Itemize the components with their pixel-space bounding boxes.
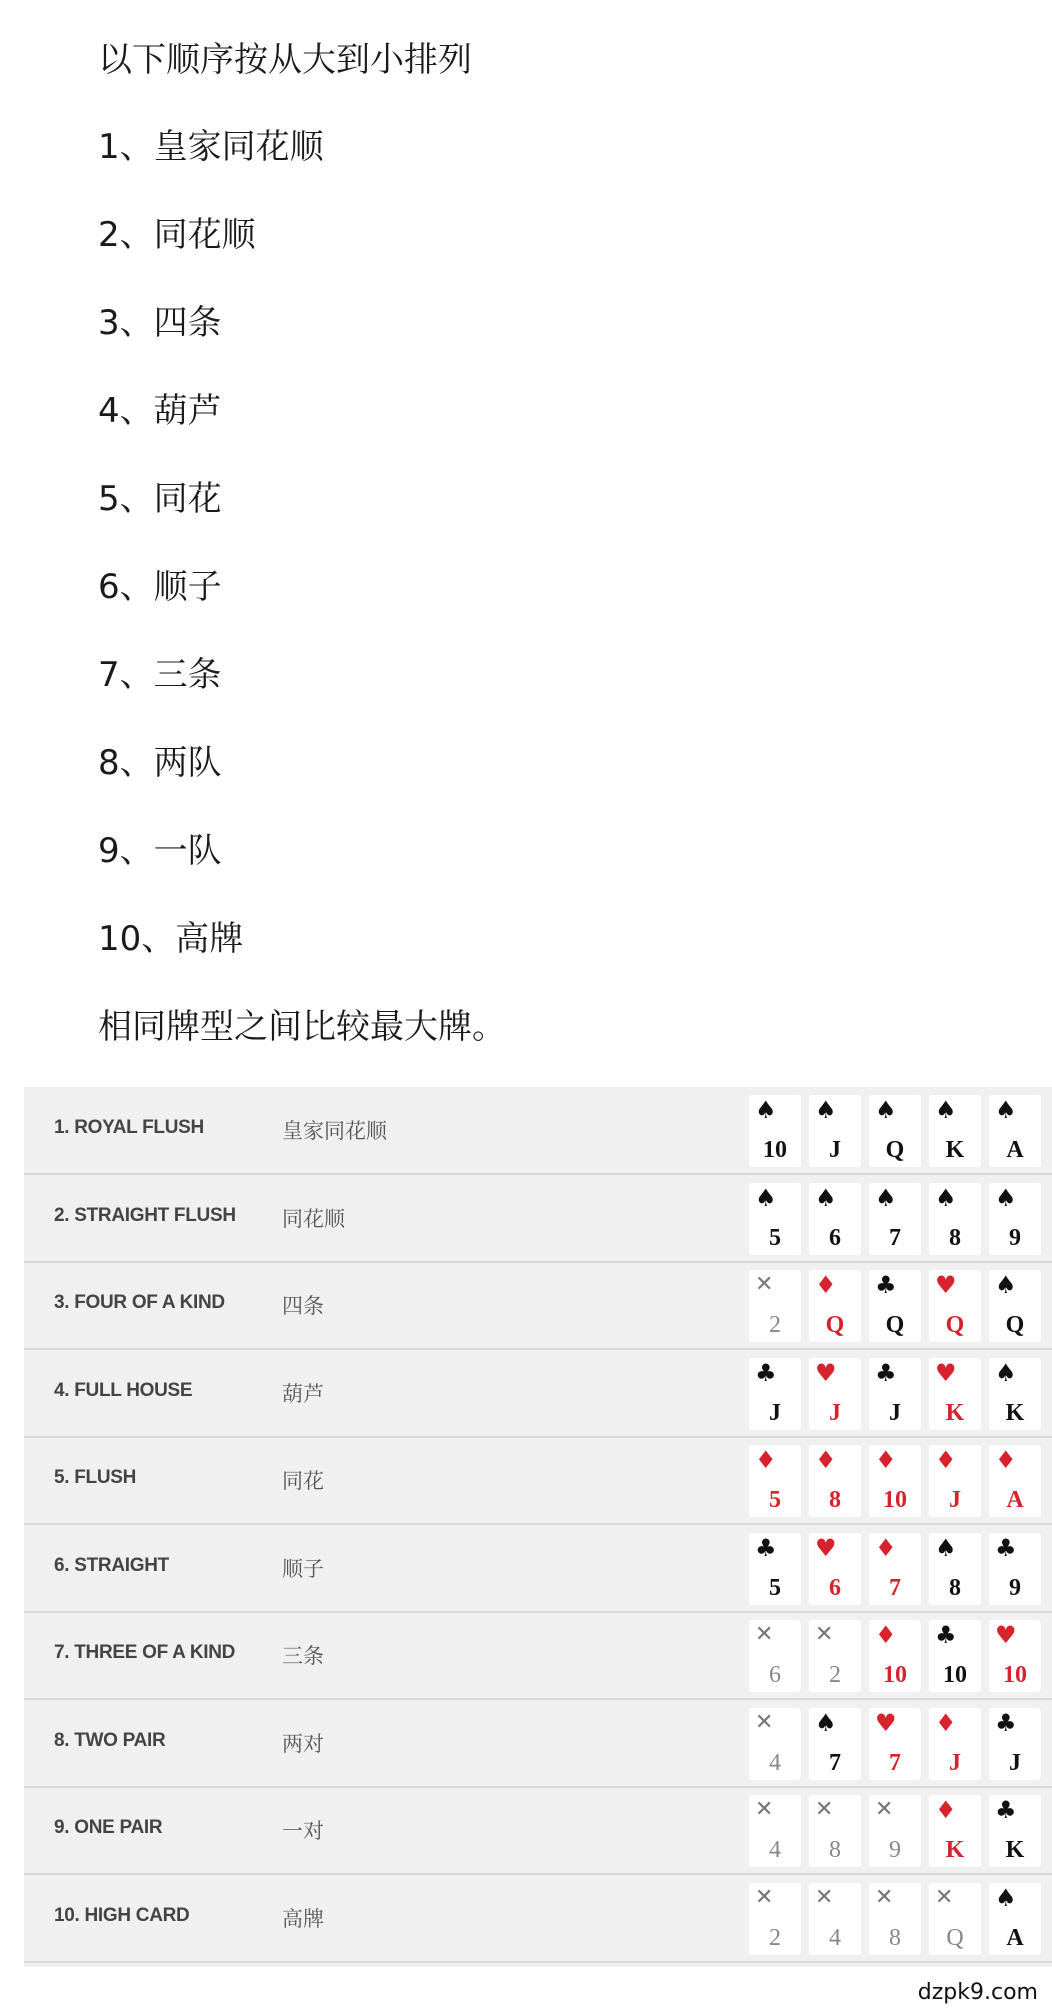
hand-name-english: 10. HIGH CARD xyxy=(54,1904,190,1926)
playing-card xyxy=(749,1708,801,1780)
kicker-x-icon: ✕ xyxy=(755,1622,774,1647)
table-row xyxy=(24,1875,1052,1963)
card-rank: Q xyxy=(885,1137,905,1163)
playing-card xyxy=(929,1358,981,1430)
spade-icon: ♠ xyxy=(995,1883,1017,1912)
playing-card xyxy=(809,1708,861,1780)
club-icon: ♣ xyxy=(935,1621,957,1649)
hand-name-english: 1. ROYAL FLUSH xyxy=(54,1117,204,1138)
diamond-icon: ♦ xyxy=(755,1446,777,1474)
playing-card xyxy=(869,1620,921,1692)
heart-icon: ♥ xyxy=(935,1358,957,1387)
spade-icon: ♠ xyxy=(875,1096,897,1124)
playing-card xyxy=(749,1533,801,1605)
playing-card xyxy=(989,1795,1041,1867)
card-rank: 8 xyxy=(949,1574,961,1601)
kicker-x-icon: ✕ xyxy=(875,1884,894,1910)
card-rank: K xyxy=(945,1837,965,1863)
card-rank: Q xyxy=(825,1312,845,1338)
card-rank: 10 xyxy=(943,1662,967,1688)
card-rank: J xyxy=(889,1399,901,1426)
card-rank: J xyxy=(949,1487,961,1513)
kicker-x-icon: ✕ xyxy=(755,1272,774,1297)
hand-name-chinese: 葫芦 xyxy=(282,1381,324,1406)
spade-icon: ♠ xyxy=(995,1096,1017,1124)
diamond-icon: ♦ xyxy=(875,1533,897,1562)
playing-card xyxy=(809,1795,861,1867)
card-rank: K xyxy=(1005,1399,1025,1426)
spade-icon: ♠ xyxy=(995,1271,1017,1299)
club-icon: ♣ xyxy=(875,1358,897,1387)
card-rank: 8 xyxy=(829,1837,841,1863)
card-rank: 7 xyxy=(889,1224,901,1251)
kicker-x-icon: ✕ xyxy=(755,1797,774,1822)
hand-name-chinese: 同花 xyxy=(282,1469,324,1493)
playing-card xyxy=(929,1883,981,1955)
diamond-icon: ♦ xyxy=(935,1446,957,1474)
diamond-icon: ♦ xyxy=(875,1621,897,1649)
hand-name-english: 4. FULL HOUSE xyxy=(54,1379,193,1401)
spade-icon: ♠ xyxy=(935,1533,957,1562)
playing-card xyxy=(809,1095,861,1167)
card-rank: 7 xyxy=(889,1574,901,1601)
playing-card xyxy=(989,1445,1041,1517)
playing-card xyxy=(929,1270,981,1342)
club-icon: ♣ xyxy=(755,1533,777,1562)
playing-card xyxy=(749,1270,801,1342)
playing-card xyxy=(929,1620,981,1692)
playing-card xyxy=(929,1795,981,1867)
card-rank: J xyxy=(829,1137,841,1163)
kicker-x-icon: ✕ xyxy=(755,1884,774,1910)
card-rank: 9 xyxy=(1009,1574,1021,1601)
kicker-x-icon: ✕ xyxy=(815,1884,834,1910)
hand-name-chinese: 顺子 xyxy=(282,1556,324,1581)
table-row xyxy=(24,1087,1052,1175)
club-icon: ♣ xyxy=(995,1708,1017,1737)
hand-name-english: 5. FLUSH xyxy=(54,1467,137,1488)
playing-card xyxy=(989,1533,1041,1605)
hand-ranking-table xyxy=(24,1087,1052,1967)
card-rank: 8 xyxy=(889,1924,901,1951)
hand-name-chinese: 同花顺 xyxy=(282,1206,345,1231)
hand-name-english: 2. STRAIGHT FLUSH xyxy=(54,1204,236,1226)
diamond-icon: ♦ xyxy=(815,1271,837,1299)
card-rank: 10 xyxy=(763,1137,787,1163)
ranking-line: 1、皇家同花顺 xyxy=(98,127,324,167)
playing-card xyxy=(749,1183,801,1255)
playing-card xyxy=(869,1445,921,1517)
spade-icon: ♠ xyxy=(815,1183,837,1212)
card-rank: 7 xyxy=(889,1749,901,1776)
ranking-line: 8、两队 xyxy=(98,743,222,783)
playing-card xyxy=(929,1533,981,1605)
heart-icon: ♥ xyxy=(995,1621,1017,1649)
diamond-icon: ♦ xyxy=(815,1446,837,1474)
diamond-icon: ♦ xyxy=(995,1446,1017,1474)
table-row xyxy=(24,1262,1052,1350)
card-rank: J xyxy=(769,1399,781,1426)
hand-name-english: 8. TWO PAIR xyxy=(54,1729,166,1751)
playing-card xyxy=(809,1883,861,1955)
playing-card xyxy=(869,1795,921,1867)
card-rank: 4 xyxy=(769,1837,781,1863)
card-rank: K xyxy=(1005,1837,1025,1863)
playing-card xyxy=(809,1533,861,1605)
card-rank: 7 xyxy=(829,1749,841,1776)
ranking-line: 6、顺子 xyxy=(98,567,222,607)
kicker-x-icon: ✕ xyxy=(815,1622,834,1647)
playing-card xyxy=(989,1183,1041,1255)
diamond-icon: ♦ xyxy=(875,1446,897,1474)
spade-icon: ♠ xyxy=(995,1358,1017,1387)
card-rank: 8 xyxy=(949,1224,961,1251)
card-rank: 10 xyxy=(883,1487,907,1513)
card-rank: Q xyxy=(945,1312,965,1338)
card-rank: J xyxy=(1009,1749,1021,1776)
playing-card xyxy=(989,1270,1041,1342)
hand-name-chinese: 皇家同花顺 xyxy=(282,1119,387,1143)
playing-card xyxy=(929,1095,981,1167)
intro-line: 以下顺序按从大到小排列 xyxy=(98,40,472,80)
playing-card xyxy=(809,1445,861,1517)
playing-card xyxy=(749,1883,801,1955)
ranking-line: 7、三条 xyxy=(98,655,222,695)
card-rank: K xyxy=(945,1137,965,1163)
playing-card xyxy=(989,1708,1041,1780)
playing-card xyxy=(749,1095,801,1167)
card-rank: 6 xyxy=(769,1662,781,1688)
card-rank: 4 xyxy=(769,1749,781,1776)
hand-name-english: 7. THREE OF A KIND xyxy=(54,1642,236,1663)
playing-card xyxy=(929,1183,981,1255)
playing-card xyxy=(809,1620,861,1692)
table-row xyxy=(24,1437,1052,1525)
playing-card xyxy=(749,1620,801,1692)
table-row xyxy=(24,1350,1052,1438)
card-rank: 6 xyxy=(829,1224,841,1251)
card-rank: 2 xyxy=(829,1662,841,1688)
playing-card xyxy=(989,1883,1041,1955)
heart-icon: ♥ xyxy=(935,1271,957,1299)
card-rank: Q xyxy=(885,1312,905,1338)
card-rank: 10 xyxy=(1003,1662,1027,1688)
card-rank: 5 xyxy=(769,1574,781,1601)
playing-card xyxy=(869,1358,921,1430)
card-rank: Q xyxy=(946,1924,964,1951)
playing-card xyxy=(809,1358,861,1430)
ranking-line: 10、高牌 xyxy=(98,919,244,959)
diamond-icon: ♦ xyxy=(935,1708,957,1737)
club-icon: ♣ xyxy=(755,1358,777,1387)
hand-name-chinese: 四条 xyxy=(282,1294,324,1318)
ranking-line: 2、同花顺 xyxy=(98,215,256,255)
spade-icon: ♠ xyxy=(755,1096,777,1124)
club-icon: ♣ xyxy=(995,1533,1017,1562)
playing-card xyxy=(869,1270,921,1342)
ranking-line: 4、葫芦 xyxy=(98,391,222,431)
card-rank: 8 xyxy=(829,1487,841,1513)
club-icon: ♣ xyxy=(875,1271,897,1299)
card-rank: K xyxy=(945,1399,965,1426)
table-row xyxy=(24,1175,1052,1263)
card-rank: 2 xyxy=(769,1312,781,1338)
kicker-x-icon: ✕ xyxy=(875,1797,894,1822)
ranking-line: 9、一队 xyxy=(98,831,222,871)
card-rank: 5 xyxy=(769,1487,781,1513)
heart-icon: ♥ xyxy=(815,1358,837,1387)
playing-card xyxy=(869,1095,921,1167)
spade-icon: ♠ xyxy=(875,1183,897,1212)
heart-icon: ♥ xyxy=(875,1708,897,1737)
playing-card xyxy=(809,1270,861,1342)
hand-name-chinese: 三条 xyxy=(282,1644,324,1668)
card-rank: 4 xyxy=(829,1924,841,1951)
card-rank: 6 xyxy=(829,1574,841,1601)
spade-icon: ♠ xyxy=(815,1096,837,1124)
playing-card xyxy=(989,1358,1041,1430)
hand-name-chinese: 一对 xyxy=(282,1819,324,1843)
kicker-x-icon: ✕ xyxy=(755,1709,774,1735)
hand-name-english: 3. FOUR OF A KIND xyxy=(54,1292,225,1313)
playing-card xyxy=(869,1883,921,1955)
hand-name-english: 9. ONE PAIR xyxy=(54,1817,163,1838)
card-rank: J xyxy=(829,1399,841,1426)
heart-icon: ♥ xyxy=(815,1533,837,1562)
card-rank: 9 xyxy=(889,1837,901,1863)
playing-card xyxy=(929,1445,981,1517)
spade-icon: ♠ xyxy=(935,1096,957,1124)
playing-card xyxy=(749,1358,801,1430)
spade-icon: ♠ xyxy=(995,1183,1017,1212)
table-row xyxy=(24,1787,1052,1875)
table-row xyxy=(24,1525,1052,1613)
table-row xyxy=(24,1700,1052,1788)
club-icon: ♣ xyxy=(995,1796,1017,1824)
diamond-icon: ♦ xyxy=(935,1796,957,1824)
kicker-x-icon: ✕ xyxy=(935,1884,954,1910)
hand-name-chinese: 两对 xyxy=(282,1731,324,1756)
spade-icon: ♠ xyxy=(935,1183,957,1212)
table-row xyxy=(24,1612,1052,1700)
spade-icon: ♠ xyxy=(755,1183,777,1212)
playing-card xyxy=(749,1795,801,1867)
playing-card xyxy=(989,1095,1041,1167)
playing-card xyxy=(869,1183,921,1255)
playing-card xyxy=(869,1533,921,1605)
playing-card xyxy=(749,1445,801,1517)
ranking-line: 5、同花 xyxy=(98,479,222,519)
hand-name-chinese: 高牌 xyxy=(282,1906,324,1931)
card-rank: A xyxy=(1006,1487,1024,1513)
playing-card xyxy=(989,1620,1041,1692)
playing-card xyxy=(869,1708,921,1780)
watermark: dzpk9.com xyxy=(914,1980,1042,2005)
kicker-x-icon: ✕ xyxy=(815,1797,834,1822)
spade-icon: ♠ xyxy=(815,1708,837,1737)
playing-card xyxy=(809,1183,861,1255)
card-rank: Q xyxy=(1005,1312,1025,1338)
ranking-line: 3、四条 xyxy=(98,303,222,343)
card-rank: 10 xyxy=(883,1662,907,1688)
playing-card xyxy=(929,1708,981,1780)
card-rank: A xyxy=(1006,1137,1024,1163)
footer-note: 相同牌型之间比较最大牌。 xyxy=(98,1007,506,1047)
card-rank: A xyxy=(1006,1924,1024,1951)
card-rank: 2 xyxy=(769,1924,781,1951)
card-rank: J xyxy=(949,1749,961,1776)
card-rank: 9 xyxy=(1009,1224,1021,1251)
hand-name-english: 6. STRAIGHT xyxy=(54,1554,169,1576)
card-rank: 5 xyxy=(769,1224,781,1251)
